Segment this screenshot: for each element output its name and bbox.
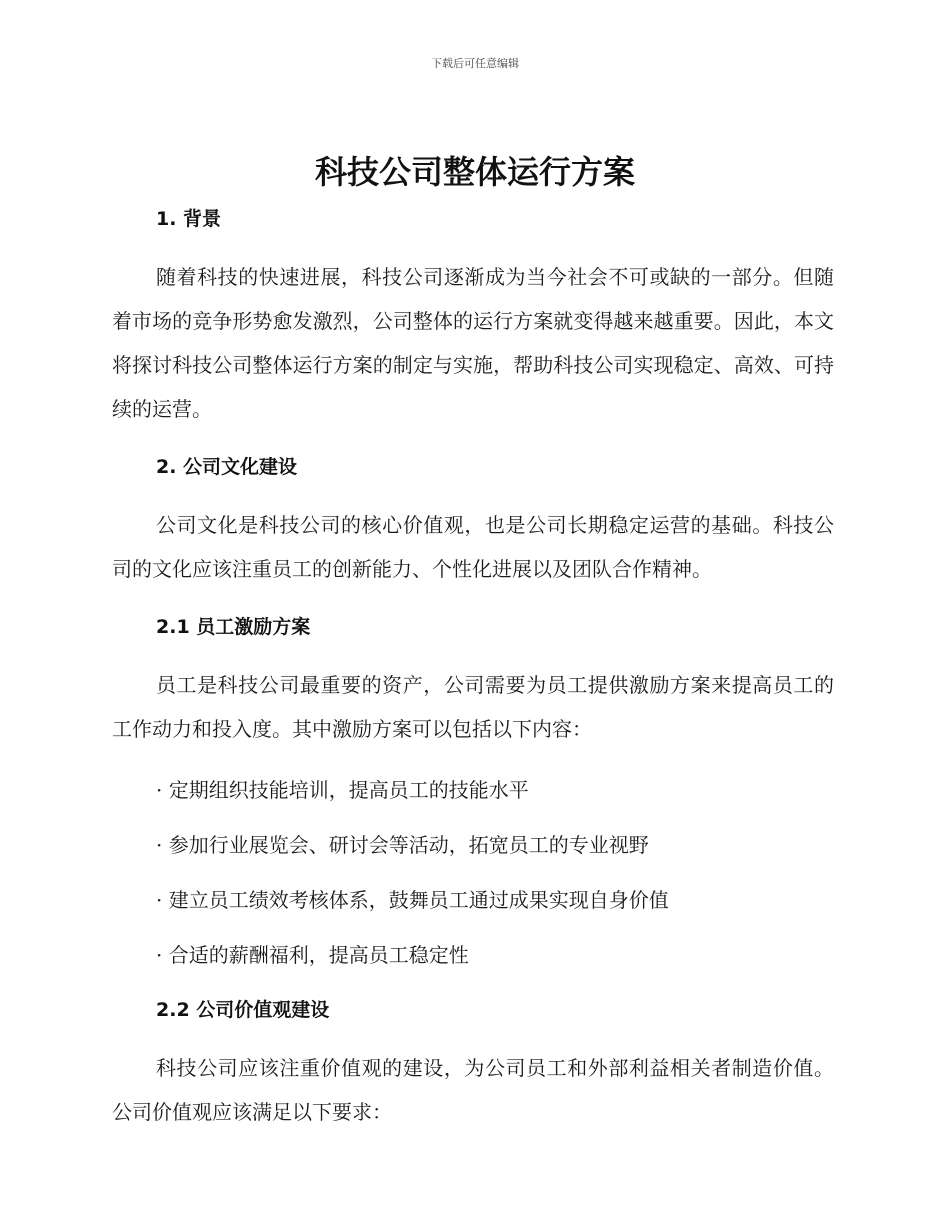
section-background (112, 203, 834, 431)
section-heading-incentive: 2.1 员工激励方案 (156, 616, 311, 638)
paragraph-values: 科技公司应该注重价值观的建设，为公司员工和外部利益相关者制造价值。公司价值观应该满足以下要求： (112, 1056, 834, 1124)
paragraph-background: 随着科技的快速进展，科技公司逐渐成为当今社会不可或缺的一部分。但随着市场的竞争形势愈发激烈，公司整体的运行方案就变得越来越重要。因此，本文将探讨科技公司整体运行方案的制定与实施，帮助科技公司实现稳定、高效、可持续的运营。 (112, 265, 834, 421)
paragraph-culture: 公司文化是科技公司的核心价值观，也是公司长期稳定运营的基础。科技公司的文化应该注重员工的创新能力、个性化进展以及团队合作精神。 (112, 513, 834, 581)
list-item: · 建立员工绩效考核体系，鼓舞员工通过成果实现自身价值 (156, 888, 669, 912)
section-heading-background: 1. 背景 (156, 208, 222, 230)
section-incentive (112, 611, 834, 971)
section-values (112, 994, 834, 1134)
list-item: · 合适的薪酬福利，提高员工稳定性 (156, 943, 469, 967)
document-body (112, 203, 834, 1134)
section-heading-values: 2.2 公司价值观建设 (156, 999, 330, 1021)
list-item: · 参加行业展览会、研讨会等活动，拓宽员工的专业视野 (156, 833, 649, 857)
header-note: 下载后可任意编辑 (431, 57, 519, 70)
list-item: · 定期组织技能培训，提高员工的技能水平 (156, 778, 529, 802)
document-title: 科技公司整体运行方案 (314, 153, 635, 191)
section-culture (112, 451, 834, 591)
section-heading-culture: 2. 公司文化建设 (156, 456, 298, 478)
paragraph-incentive: 员工是科技公司最重要的资产，公司需要为员工提供激励方案来提高员工的工作动力和投入度。其中激励方案可以包括以下内容： (112, 673, 834, 741)
